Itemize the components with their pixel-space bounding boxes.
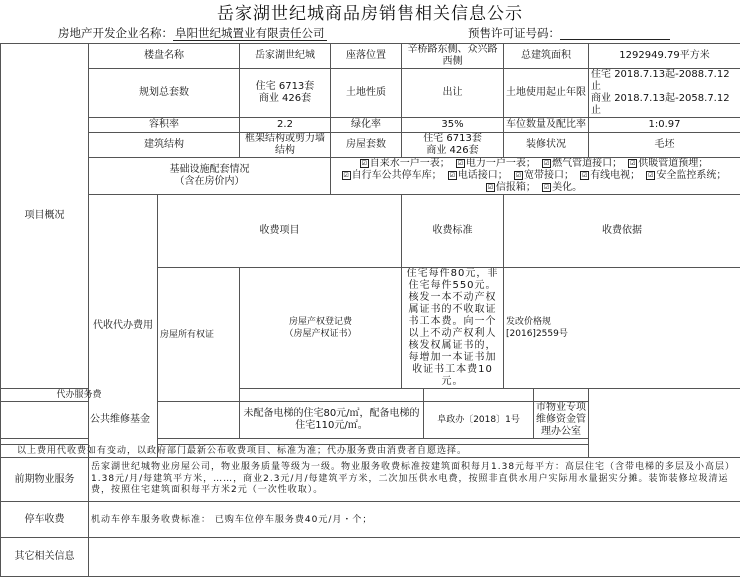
table-row — [1, 158, 740, 195]
col-header-basis: 收费依据 — [504, 195, 740, 268]
facility-item: ☑ 信报箱； — [486, 182, 536, 193]
property-owner-cert: 房屋所有权证 — [158, 268, 240, 402]
table-row — [1, 402, 740, 439]
info-table — [0, 43, 740, 577]
table-row — [1, 195, 740, 268]
total-value — [240, 69, 331, 118]
term-label: 土地使用起止年限 — [504, 69, 589, 118]
table-row — [1, 44, 740, 69]
table-row — [1, 69, 740, 118]
agency-note: 以上费用代收费如有变动，以政府部门最新公布收费项目、标准为准；代办服务费由消费者自愿选择。 — [1, 445, 589, 458]
facility-item: ☑ 电力一户一表； — [456, 158, 536, 169]
far-value: 2.2 — [240, 118, 331, 133]
col-header-standard: 收费标准 — [402, 195, 504, 268]
checkbox-checked-icon: ☑ — [360, 159, 369, 168]
property-basis-cell — [504, 268, 740, 389]
table-row — [1, 458, 740, 502]
facility-item: ☑ 电话接口； — [448, 170, 508, 181]
facilities-label: 基础设施配套情况 — [91, 164, 328, 176]
property-basis-line2: [2016]2559号 — [506, 328, 738, 340]
land-value: 出让 — [402, 69, 504, 118]
checkbox-checked-icon: ☑ — [542, 183, 551, 192]
facility-item: ☑ 安全监控系统； — [646, 170, 726, 181]
area-label: 总建筑面积 — [504, 44, 589, 69]
presale-label: 预售许可证号码： — [468, 26, 560, 40]
facility-item: ☑ 自行车公共停车库； — [342, 170, 442, 181]
decor-value: 毛坯 — [589, 133, 740, 158]
facility-item: ☑ 自来水一户一表； — [360, 158, 450, 169]
units-value — [402, 133, 504, 158]
total-line-residential: 住宅 6713套 — [242, 81, 328, 93]
table-row — [1, 538, 740, 577]
table-row — [1, 389, 740, 402]
parking-label: 车位数量及配比率 — [504, 118, 589, 133]
name-value: 岳家湖世纪城 — [240, 44, 331, 69]
maint-fund-standard: 未配备电梯的住宅80元/㎡，配备电梯的住宅110元/㎡。 — [240, 402, 424, 439]
table-row — [1, 445, 740, 458]
structure-value: 框架结构或剪力墙结构 — [240, 133, 331, 158]
presale-blank — [560, 27, 670, 40]
parking-fee-text: 机动车停车服务收费标准： 已购车位停车服务费40元/月・个； — [89, 502, 740, 538]
term-value — [589, 69, 740, 118]
checkbox-checked-icon: ☑ — [486, 183, 495, 192]
checkbox-checked-icon: ☑ — [514, 171, 523, 180]
table-row — [1, 118, 740, 133]
checkbox-checked-icon: ☑ — [342, 171, 351, 180]
total-line-commercial: 商业 426套 — [242, 93, 328, 105]
property-basis-line1: 发改价格规 — [506, 316, 738, 328]
far-label: 容积率 — [89, 118, 240, 133]
other-info-text — [89, 538, 740, 577]
section-agency: 代收代办费用 — [89, 195, 158, 458]
maint-fund-unit: 市物业专项维修资金管理办公室 — [534, 402, 589, 439]
property-reg-fee: 房屋产权登记费 — [242, 316, 399, 328]
units-line-residential: 住宅 6713套 — [404, 133, 501, 145]
facility-item: ☑ 供暖管道预埋； — [628, 158, 708, 169]
facility-item: ☑ 燃气管道接口； — [542, 158, 622, 169]
parking-fee-label: 停车收费 — [1, 502, 89, 538]
facility-item: ☑ 有线电视； — [580, 170, 640, 181]
property-reg-sub: （房屋产权证书） — [242, 328, 399, 340]
property-service-label: 前期物业服务 — [1, 458, 89, 502]
checkbox-checked-icon: ☑ — [646, 171, 655, 180]
units-label: 房屋套数 — [331, 133, 402, 158]
presale-line — [468, 26, 670, 40]
total-label: 规划总套数 — [89, 69, 240, 118]
area-value: 1292949.79平方米 — [589, 44, 740, 69]
term-line-residential: 住宅 2018.7.13起-2088.7.12止 — [591, 69, 738, 93]
facility-item: ☑ 美化。 — [542, 182, 582, 193]
agency-fee-standard — [240, 389, 424, 402]
checkbox-checked-icon: ☑ — [456, 159, 465, 168]
page-title: 岳家湖世纪城商品房销售相关信息公示 — [0, 3, 740, 25]
section-project: 项目概况 — [1, 44, 89, 389]
location-label: 座落位置 — [331, 44, 402, 69]
other-info-label: 其它相关信息 — [1, 538, 89, 577]
table-row — [1, 133, 740, 158]
checkbox-checked-icon: ☑ — [580, 171, 589, 180]
property-service-text: 岳家湖世纪城物业房屋公司，物业服务质量等级为一级。物业服务收费标准按建筑面积每月1.38元每平方：高层住宅（含带电梯的多层及小高层）1.38元/月/每建筑平方米，……，商业2.3元/月/每建筑平方米，二次加压供水电费，按照非直供水用户实际用水量据实分摊。装饰装修垃圾清运费，按照住宅建筑面积每平方米2元（一次性收取）。 — [89, 458, 740, 502]
structure-label: 建筑结构 — [89, 133, 240, 158]
name-label: 楼盘名称 — [89, 44, 240, 69]
location-value: 辛桥路东侧、众兴路西侧 — [402, 44, 504, 69]
agency-fee-unit — [534, 389, 589, 402]
land-label: 土地性质 — [331, 69, 402, 118]
term-line-commercial: 商业 2018.7.13起-2058.7.12止 — [591, 93, 738, 117]
checkbox-checked-icon: ☑ — [448, 171, 457, 180]
units-line-commercial: 商业 426套 — [404, 145, 501, 157]
property-standard: 住宅每件80元，非住宅每件550元。核发一本不动产权属证书的不收取证书工本费。向一个以上不动产权利人核发权属证书的，每增加一本证书加收证书工本费10元。 — [402, 268, 504, 389]
agency-fee-basis — [424, 389, 534, 402]
property-reg-cell — [240, 268, 402, 389]
facilities-sub: （含在房价内） — [91, 176, 328, 188]
col-header-item: 收费项目 — [158, 195, 402, 268]
checkbox-checked-icon: ☑ — [628, 159, 637, 168]
green-label: 绿化率 — [331, 118, 402, 133]
maint-fund-basis: 阜政办〔2018〕1号 — [424, 402, 534, 439]
maint-fund-label: 公共维修基金 — [1, 402, 240, 439]
agency-service-fee: 代办服务费 — [1, 389, 158, 402]
parking-value: 1:0.97 — [589, 118, 740, 133]
table-row — [1, 502, 740, 538]
decor-label: 装修状况 — [504, 133, 589, 158]
green-value: 35% — [402, 118, 504, 133]
facility-item: ☑ 宽带接口； — [514, 170, 574, 181]
developer-name: 阜阳世纪城置业有限责任公司 — [173, 26, 327, 41]
developer-label: 房地产开发企业名称： — [58, 26, 173, 40]
facilities-label-cell — [89, 158, 331, 195]
facilities-list — [331, 158, 740, 195]
developer-line — [58, 26, 327, 41]
checkbox-checked-icon: ☑ — [542, 159, 551, 168]
